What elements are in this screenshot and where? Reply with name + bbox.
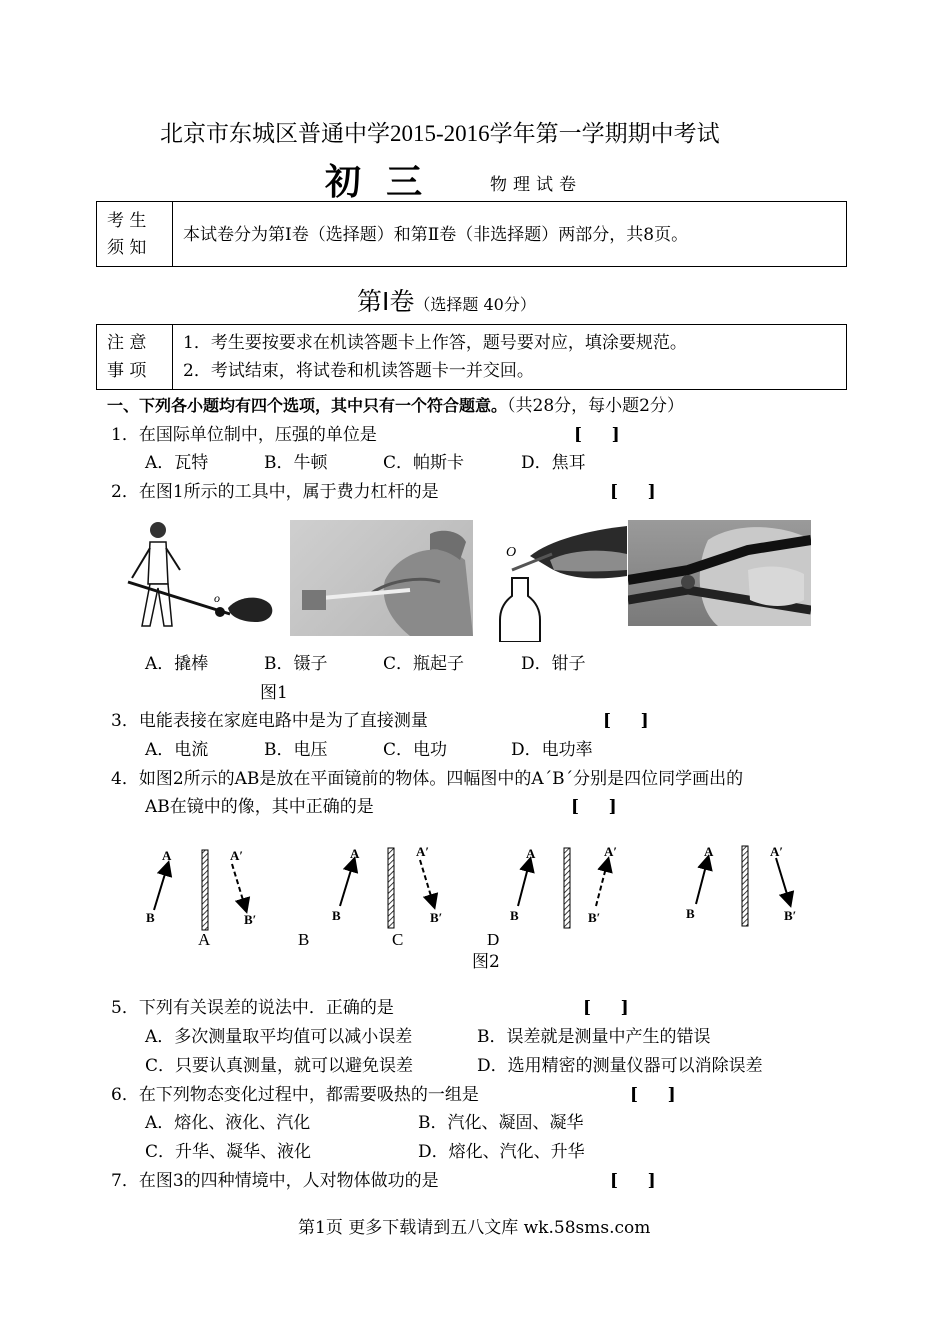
- q2-option-a: A．撬棒: [145, 654, 209, 674]
- q5-option-d: D．选用精密的测量仪器可以消除误差: [477, 1056, 763, 1076]
- figure1-caption: 图1: [260, 683, 288, 703]
- figure1-tweezers-image: [290, 520, 473, 636]
- notice-text: 本试卷分为第Ⅰ卷（选择题）和第Ⅱ卷（非选择题）两部分，共8页。: [183, 225, 689, 245]
- svg-text:B: B: [332, 908, 341, 923]
- svg-text:B′: B′: [588, 910, 601, 925]
- notice-box: [96, 201, 847, 267]
- svg-text:B: B: [686, 906, 695, 921]
- q2-option-b: B．镊子: [264, 654, 328, 674]
- svg-text:B′: B′: [244, 912, 257, 927]
- section-title-main: 第Ⅰ卷: [357, 287, 415, 316]
- q1-bracket: [ ]: [574, 425, 620, 445]
- section-title-sub: （选择题 40分）: [414, 295, 536, 314]
- q6-bracket: [ ]: [630, 1085, 676, 1105]
- figure1-pivot-label-a: o: [214, 591, 220, 605]
- attention-item-2: 2．考试结束，将试卷和机读答题卡一并交回。: [183, 361, 534, 381]
- svg-text:B: B: [146, 910, 155, 925]
- q6-option-a: A．熔化、液化、汽化: [145, 1113, 311, 1133]
- notice-label-1: 考 生: [107, 211, 147, 231]
- q2-stem: 2．在图1所示的工具中，属于费力杠杆的是: [111, 482, 439, 502]
- figure2-option-c: C: [392, 930, 404, 949]
- q5-option-c: C．只要认真测量，就可以避免误差: [145, 1056, 414, 1076]
- q7-stem: 7．在图3的四种情境中，人对物体做功的是: [111, 1171, 439, 1191]
- svg-text:B: B: [510, 908, 519, 923]
- figure2-option-b: B: [298, 930, 310, 949]
- figure1-bottle-opener-image: [490, 520, 627, 642]
- paper-subject: 物理试卷: [490, 175, 582, 195]
- svg-text:A: A: [350, 846, 360, 861]
- page-footer: 第1页 更多下载请到五八文库 wk.58sms.com: [298, 1218, 651, 1238]
- q2-option-c: C．瓶起子: [383, 654, 465, 674]
- q1-option-d: D．焦耳: [521, 453, 586, 473]
- q3-stem: 3．电能表接在家庭电路中是为了直接测量: [111, 711, 428, 731]
- figure2-caption: 图2: [472, 952, 500, 972]
- exam-title: 北京市东城区普通中学2015-2016学年第一学期期中考试: [160, 121, 720, 146]
- q3-option-d: D．电功率: [511, 740, 593, 760]
- q1-option-c: C．帕斯卡: [383, 453, 465, 473]
- figure1-pivot-label-c: O: [506, 545, 517, 560]
- q5-option-a: A．多次测量取平均值可以减小误差: [145, 1027, 413, 1047]
- q5-stem: 5．下列有关误差的说法中．正确的是: [111, 998, 394, 1018]
- q2-bracket: [ ]: [610, 482, 656, 502]
- svg-text:A′: A′: [230, 848, 244, 863]
- part-heading-note: （共28分，每小题2分）: [507, 396, 684, 416]
- q3-bracket: [ ]: [603, 711, 649, 731]
- svg-text:A′: A′: [416, 844, 430, 859]
- q3-option-b: B．电压: [264, 740, 328, 760]
- svg-text:A′: A′: [770, 844, 784, 859]
- figure1-pliers-image: [628, 520, 811, 626]
- grade-label: 初 三: [325, 162, 423, 203]
- attention-label-1: 注 意: [107, 333, 147, 353]
- q2-option-d: D．钳子: [521, 654, 586, 674]
- svg-text:A: A: [526, 846, 536, 861]
- q6-option-b: B．汽化、凝固、凝华: [418, 1113, 584, 1133]
- q1-option-a: A．瓦特: [145, 453, 209, 473]
- figure2-diagrams: [130, 840, 810, 935]
- svg-text:A: A: [162, 848, 172, 863]
- part-heading: [107, 394, 684, 418]
- figure2-diagram-d: [686, 844, 796, 926]
- attention-item-1: 1．考生要按要求在机读答题卡上作答，题号要对应，填涂要规范。: [183, 333, 687, 353]
- q6-stem: 6．在下列物态变化过程中，都需要吸热的一组是: [111, 1085, 479, 1105]
- svg-text:B′: B′: [784, 908, 797, 923]
- svg-text:B′: B′: [430, 910, 443, 925]
- q5-option-b: B．误差就是测量中产生的错误: [477, 1027, 711, 1047]
- q5-bracket: [ ]: [583, 998, 629, 1018]
- q4-stem-line1: 4．如图2所示的AB是放在平面镜前的物体。四幅图中的A´B´分别是四位同学画出的: [111, 769, 744, 789]
- q4-stem-line2: AB在镜中的像，其中正确的是: [145, 797, 374, 817]
- attention-box: [96, 324, 847, 390]
- q1-stem: 1．在国际单位制中，压强的单位是: [111, 425, 377, 445]
- q3-option-a: A．电流: [145, 740, 209, 760]
- svg-text:A: A: [704, 844, 714, 859]
- q6-option-c: C．升华、凝华、液化: [145, 1142, 312, 1162]
- notice-label-2: 须 知: [107, 238, 147, 258]
- svg-text:A′: A′: [604, 844, 618, 859]
- figure2-diagram-b: [332, 844, 442, 928]
- figure1-crowbar-image: [120, 518, 282, 634]
- section-title: [357, 282, 536, 318]
- q4-bracket: [ ]: [571, 797, 617, 817]
- q1-option-b: B．牛顿: [264, 453, 328, 473]
- figure2-diagram-a: [146, 848, 256, 930]
- q3-option-c: C．电功: [383, 740, 448, 760]
- figure2-diagram-c: [510, 844, 617, 928]
- part-heading-text: 一、下列各小题均有四个选项，其中只有一个符合题意。: [107, 396, 508, 415]
- attention-label-2: 事 项: [107, 361, 147, 381]
- figure2-option-a: A: [198, 930, 211, 949]
- q7-bracket: [ ]: [610, 1171, 656, 1191]
- figure2-option-d: D: [487, 930, 500, 949]
- q6-option-d: D．熔化、汽化、升华: [418, 1142, 585, 1162]
